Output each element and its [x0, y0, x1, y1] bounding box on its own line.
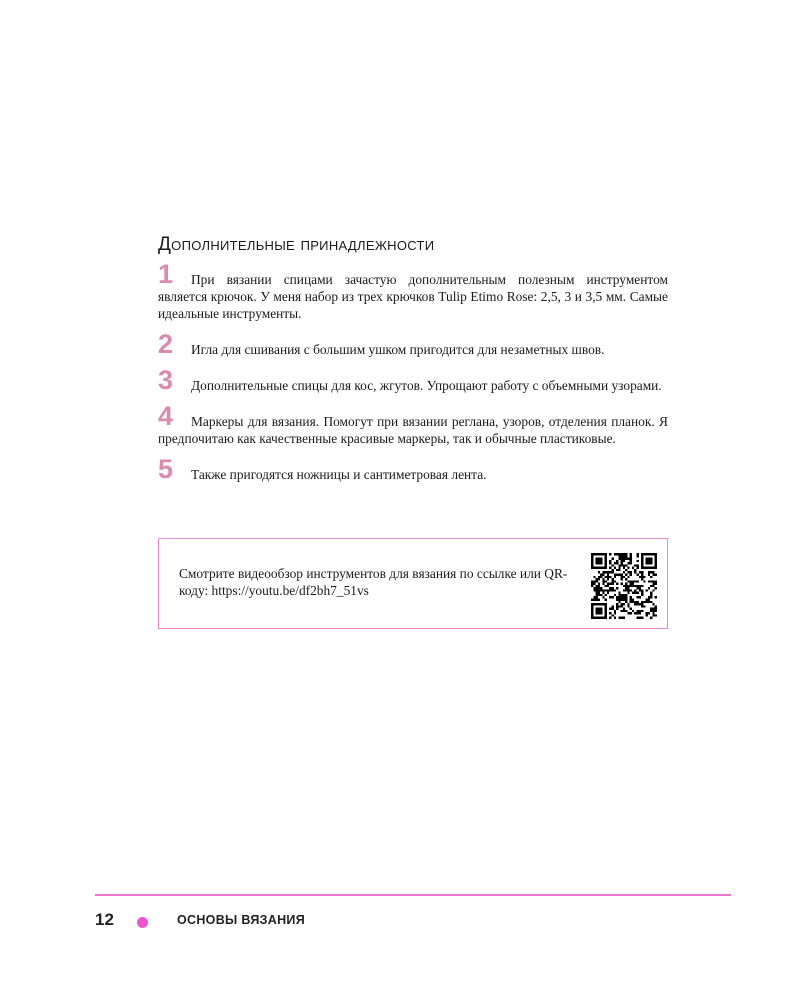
- items-list: [158, 259, 668, 497]
- list-item: [158, 401, 668, 447]
- item-number: 3: [158, 365, 174, 395]
- footer-section-label: ОСНОВЫ ВЯЗАНИЯ: [177, 913, 305, 927]
- qr-code-icon[interactable]: [591, 553, 657, 619]
- list-item: [158, 259, 668, 322]
- callout-text: Смотрите видеообзор инструментов для вязания по ссылке или QR-коду: https://youtu.be/df2bh7_51vs: [179, 566, 568, 598]
- section-title: Дополнительные принадлежности: [158, 234, 435, 255]
- item-text: При вязании спицами зачастую дополнительным полезным инструментом является крючок. У меня набор из трех крючков Tulip Etimo Rose: 2,5, 3 и 3,5 мм. Самые идеальные инструменты.: [158, 272, 668, 321]
- list-item: [158, 454, 668, 484]
- footer-rule: [95, 894, 731, 896]
- list-item: [158, 329, 668, 359]
- list-item: [158, 365, 668, 395]
- item-text: Маркеры для вязания. Помогут при вязании реглана, узоров, отделения планок. Я предпочитаю как качественные красивые маркеры, так и обычные пластиковые.: [158, 414, 668, 446]
- item-number: 1: [158, 259, 174, 289]
- item-text: Также пригодятся ножницы и сантиметровая лента.: [191, 467, 487, 482]
- item-number: 4: [158, 401, 174, 431]
- footer-dot-icon: [137, 917, 148, 928]
- item-text: Игла для сшивания с большим ушком пригодится для незаметных швов.: [191, 342, 605, 357]
- video-callout-box: [158, 538, 668, 629]
- item-text: Дополнительные спицы для кос, жгутов. Упрощают работу с объемными узорами.: [191, 378, 662, 393]
- item-number: 5: [158, 454, 174, 484]
- page-number: 12: [95, 910, 114, 929]
- item-number: 2: [158, 329, 174, 359]
